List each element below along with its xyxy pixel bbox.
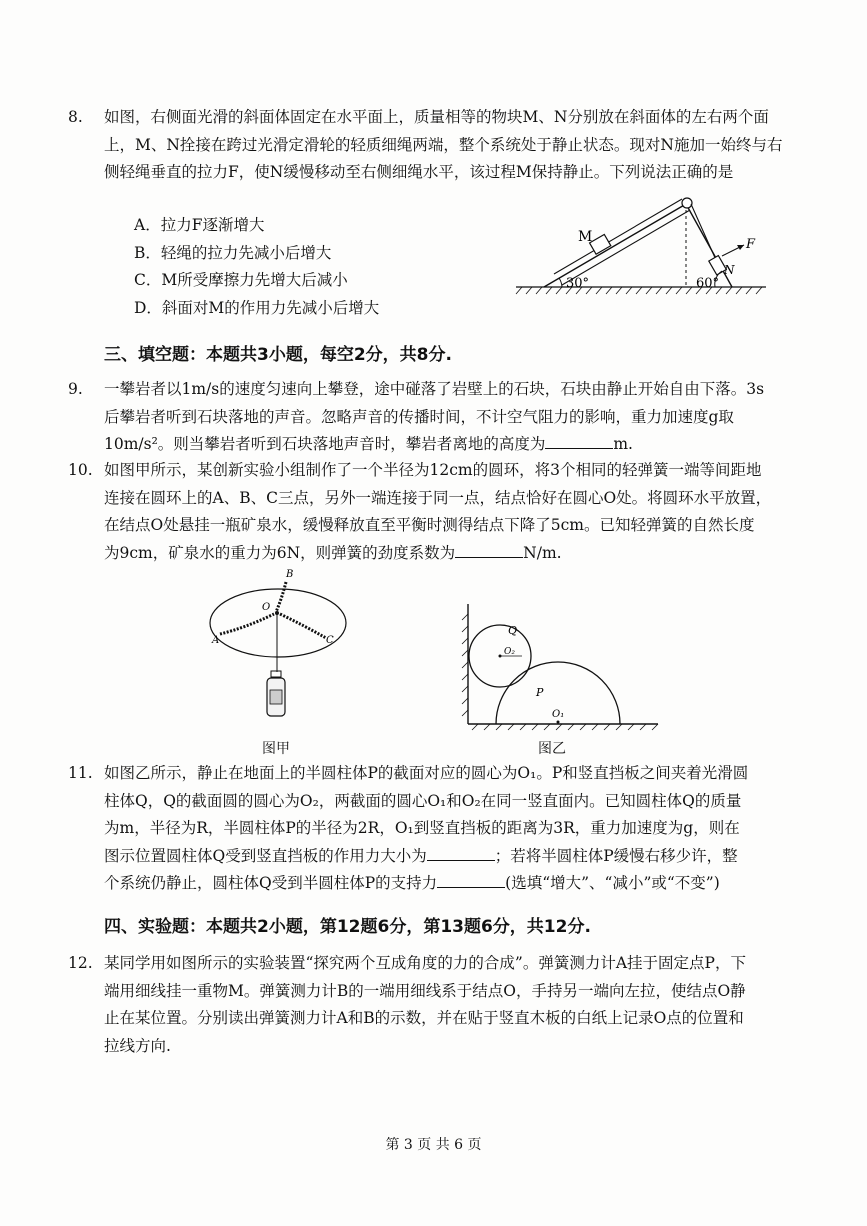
q11-line-1: 如图乙所示，静止在地面上的半圆柱体P的截面对应的圆心为O₁。P和竖直挡板之间夹着光滑圆 bbox=[104, 764, 749, 782]
q12-line-2: 端用细线挂一重物M。弹簧测力计B的一端用细线系于结点O，手持另一端向左拉，使结点O静 bbox=[104, 981, 746, 1000]
q11-line-5 bbox=[104, 870, 784, 898]
q10-line-1: 如图甲所示，某创新实验小组制作了一个半径为12cm的圆环，将3个相同的轻弹簧一端等间距地 bbox=[104, 461, 762, 479]
label-m: M bbox=[578, 229, 593, 245]
label-o1: O₁ bbox=[552, 709, 565, 720]
q11-line-2: 柱体Q，Q的截面圆的圆心为O₂，两截面的圆心O₁和O₂在同一竖直面内。已知圆柱体Q的质量 bbox=[104, 791, 742, 810]
section-3-title: 三、填空题：本题共3小题，每空2分，共8分. bbox=[104, 345, 452, 365]
q11-line-4-tail: ；若将半圆柱体P缓慢右移少许，整 bbox=[494, 846, 738, 865]
q9-line-3 bbox=[104, 431, 784, 459]
q10-line-4-text: 为9cm，矿泉水的重力为6N，则弹簧的劲度系数为 bbox=[104, 543, 456, 562]
label-n: N bbox=[724, 263, 735, 277]
caption-yi: 图乙 bbox=[538, 741, 566, 757]
option-a: A．拉力F逐渐增大 bbox=[134, 216, 265, 234]
figure-yi bbox=[460, 600, 670, 730]
q11-line-4 bbox=[104, 843, 784, 871]
question-number: 12. bbox=[68, 954, 93, 972]
caption-jia: 图甲 bbox=[262, 741, 290, 757]
q10-unit: N/m. bbox=[523, 543, 562, 562]
answer-blank bbox=[437, 872, 505, 889]
q12-line-3: 止在某位置。分别读出弹簧测力计A和B的示数，并在贴于竖直木板的白纸上记录O点的位置和 bbox=[104, 1009, 744, 1027]
answer-blank bbox=[427, 844, 495, 861]
label-q: Q bbox=[508, 624, 518, 637]
q10-line-4 bbox=[104, 540, 784, 568]
question-stem: 如图，右侧面光滑的斜面体固定在水平面上，质量相等的物块M、N分别放在斜面体的左右两个面上，M、N拴接在跨过光滑定滑轮的轻质细绳两端，整个系统处于静止状态。现对N施加一始终与右侧轻绳垂直的拉力F，使N缓慢移动至右侧细绳水平，该过程M保持静止。下列说法正确的是 bbox=[104, 108, 783, 181]
incline-figure bbox=[510, 190, 770, 305]
q10-line-3: 在结点O处悬挂一瓶矿泉水，缓慢释放直至平衡时测得结点下降了5cm。已知轻弹簧的自然长度 bbox=[104, 516, 755, 534]
q11-line-5-text: 个系统仍静止，圆柱体Q受到半圆柱体P的支持力 bbox=[104, 874, 438, 892]
figure-jia bbox=[200, 568, 360, 738]
q11-line-5-tail: (选填“增大”、“减小”或“不变”) bbox=[505, 874, 720, 892]
option-b: B．轻绳的拉力先减小后增大 bbox=[134, 244, 332, 262]
label-b: B bbox=[286, 569, 294, 580]
q9-line-2: 后攀岩者听到石块落地的声音。忽略声音的传播时间，不计空气阻力的影响，重力加速度g取 bbox=[104, 407, 734, 426]
q12-line-1: 某同学用如图所示的实验装置“探究两个互成角度的力的合成”。弹簧测力计A挂于固定点P，下 bbox=[104, 954, 746, 972]
section-4-title: 四、实验题：本题共2小题，第12题6分，第13题6分，共12分. bbox=[104, 917, 591, 937]
question-number: 11. bbox=[68, 764, 93, 782]
q9-unit: m. bbox=[613, 435, 633, 453]
label-c: C bbox=[326, 635, 334, 646]
question-number: 8. bbox=[68, 108, 83, 126]
label-o: O bbox=[262, 602, 271, 613]
answer-blank bbox=[455, 541, 523, 558]
answer-blank bbox=[545, 433, 613, 450]
angle-60: 60° bbox=[696, 276, 720, 291]
option-c: C．M所受摩擦力先增大后减小 bbox=[134, 271, 348, 289]
question-11 bbox=[68, 760, 784, 898]
page-footer: 第 3 页 共 6 页 bbox=[385, 1137, 482, 1153]
q12-line-4: 拉线方向. bbox=[104, 1036, 171, 1055]
angle-30: 30° bbox=[566, 276, 590, 291]
question-10 bbox=[68, 457, 784, 567]
question-number: 9. bbox=[68, 380, 83, 398]
q9-line-3-text: 10m/s²。则当攀岩者听到石块落地声音时，攀岩者离地的高度为 bbox=[104, 435, 546, 453]
question-9 bbox=[68, 376, 784, 459]
option-d: D．斜面对M的作用力先减小后增大 bbox=[134, 299, 380, 317]
question-8 bbox=[68, 104, 784, 187]
label-a: A bbox=[212, 635, 220, 646]
question-12 bbox=[68, 950, 784, 1060]
label-p: P bbox=[536, 686, 544, 699]
q10-line-2: 连接在圆环上的A、B、C三点，另外一端连接于同一点，结点恰好在圆心O处。将圆环水平放置， bbox=[104, 488, 772, 507]
label-f: F bbox=[746, 237, 756, 252]
q9-line-1: 一攀岩者以1m/s的速度匀速向上攀登，途中碰落了岩壁上的石块，石块由静止开始自由下落。3s bbox=[104, 380, 765, 398]
question-number: 10. bbox=[68, 461, 93, 479]
q11-line-3: 为m，半径为R，半圆柱体P的半径为2R，O₁到竖直挡板的距离为3R，重力加速度为g，则在 bbox=[104, 819, 740, 837]
label-o2: O₂ bbox=[504, 647, 515, 657]
q11-line-4-text: 图示位置圆柱体Q受到竖直挡板的作用力大小为 bbox=[104, 846, 427, 865]
